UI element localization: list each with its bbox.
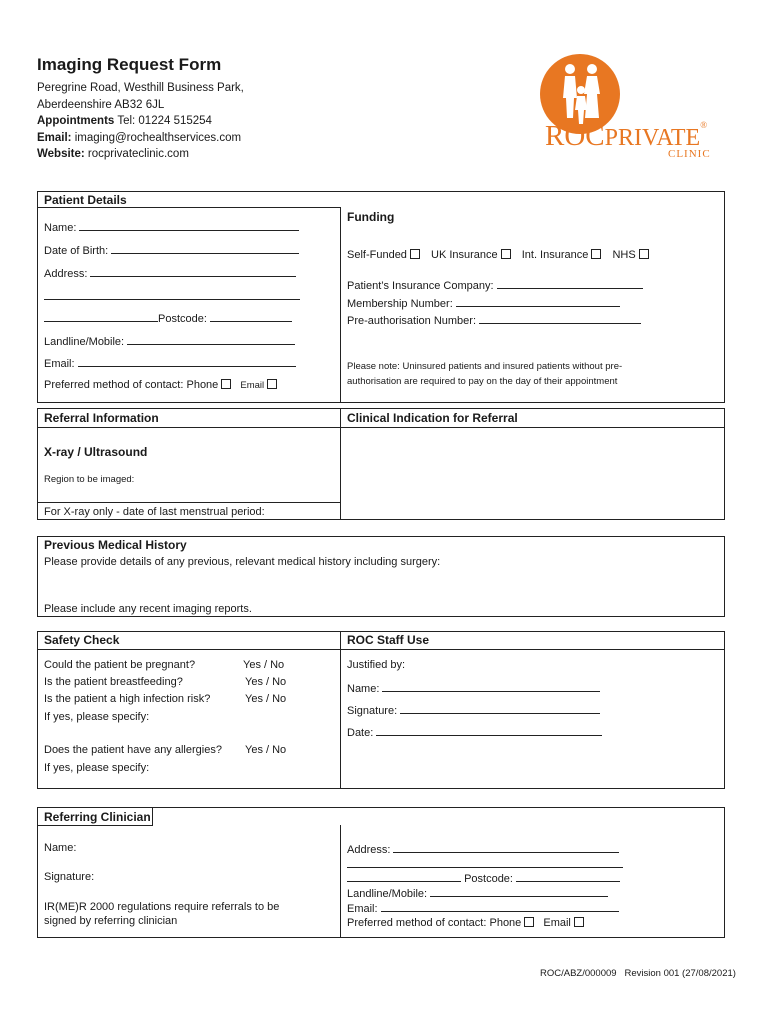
patient-dob-label: Date of Birth: (44, 245, 109, 257)
medical-history-heading: Previous Medical History (44, 538, 187, 552)
patient-contact-preference (44, 379, 277, 391)
appointments-phone: Tel: 01224 515254 (117, 115, 212, 127)
clinician-contact-label: Preferred method of contact: (347, 917, 487, 929)
funding-heading: Funding (347, 210, 395, 224)
allergies-question: Does the patient have any allergies? (44, 744, 222, 756)
patient-contact-email-checkbox[interactable] (267, 379, 277, 389)
patient-email-field[interactable] (44, 356, 296, 370)
pregnancy-yes-no[interactable]: Yes / No (243, 659, 285, 671)
pregnancy-question: Could the patient be pregnant? (44, 659, 196, 671)
self-funded-option[interactable] (347, 249, 420, 261)
breastfeeding-yes-no[interactable]: Yes / No (245, 676, 287, 688)
clinician-address-field[interactable] (347, 842, 619, 856)
email-line (37, 130, 244, 147)
clinician-name-label: Name: (44, 842, 77, 854)
clinician-contact-email-checkbox[interactable] (574, 917, 584, 927)
clinician-contact-email-label: Email (543, 917, 571, 929)
allergies-yes-no[interactable]: Yes / No (245, 744, 287, 756)
patient-landline-field[interactable] (44, 334, 295, 348)
email-label: Email: (37, 131, 72, 144)
patient-address-field[interactable] (44, 266, 296, 280)
clinician-address-line-2[interactable] (347, 857, 623, 871)
clinical-indication-heading: Clinical Indication for Referral (347, 411, 518, 425)
referring-clinician-heading: Referring Clinician (44, 810, 151, 824)
patient-address-label: Address: (44, 268, 88, 280)
clinician-landline-label: Landline/Mobile: (347, 888, 428, 900)
patient-name-field[interactable] (44, 220, 299, 234)
staff-name-label: Name: (347, 683, 380, 695)
staff-signature-field[interactable] (347, 703, 600, 717)
appointments-line (37, 113, 244, 130)
insurance-company-label: Patient’s Insurance Company: (347, 280, 494, 292)
roc-private-logo (540, 52, 715, 162)
funding-note-line-1: Please note: Uninsured patients and insured patients without pre- (347, 361, 623, 372)
patient-postcode-label: Postcode: (158, 313, 207, 325)
appointments-label: Appointments (37, 115, 115, 127)
revision-label: Revision 001 (27/08/2021) (624, 968, 736, 979)
logo-subtitle: CLINIC (668, 148, 711, 160)
insurance-company-field[interactable] (347, 278, 643, 292)
clinician-contact-phone-label: Phone (489, 917, 522, 929)
staff-date-label: Date: (347, 727, 374, 739)
irmer-note-line-1: IR(ME)R 2000 regulations require referrals to be (44, 901, 280, 913)
membership-number-field[interactable] (347, 296, 620, 310)
infection-risk-yes-no[interactable]: Yes / No (245, 693, 287, 705)
membership-number-label: Membership Number: (347, 298, 453, 310)
patient-landline-label: Landline/Mobile: (44, 336, 125, 348)
form-code: ROC/ABZ/000009 (540, 968, 617, 979)
clinician-contact-phone-option[interactable] (489, 917, 534, 929)
footer-revision (540, 968, 736, 979)
roc-staff-heading: ROC Staff Use (347, 633, 430, 647)
patient-contact-phone-checkbox[interactable] (221, 379, 231, 389)
int-insurance-checkbox[interactable] (591, 249, 601, 259)
clinician-postcode-field[interactable] (347, 871, 620, 885)
staff-signature-label: Signature: (347, 705, 398, 717)
clinician-address-label: Address: (347, 844, 391, 856)
staff-date-field[interactable] (347, 725, 602, 739)
self-funded-checkbox[interactable] (410, 249, 420, 259)
self-funded-label: Self-Funded (347, 249, 407, 261)
referral-info-heading: Referral Information (44, 411, 159, 425)
nhs-option[interactable] (612, 249, 648, 261)
clinician-email-field[interactable] (347, 901, 619, 915)
int-insurance-option[interactable] (522, 249, 602, 261)
funding-note-line-2: authorisation are required to pay on the day of their appointment (347, 376, 618, 387)
patient-postcode-field[interactable] (44, 311, 292, 325)
clinician-contact-email-option[interactable] (543, 917, 584, 929)
patient-dob-field[interactable] (44, 243, 299, 257)
funding-options (347, 249, 649, 261)
clinician-email-label: Email: (347, 903, 378, 915)
address-line-2: Aberdeenshire AB32 6JL (37, 98, 165, 111)
clinician-contact-phone-checkbox[interactable] (524, 917, 534, 927)
irmer-note-line-2: signed by referring clinician (44, 915, 178, 927)
uk-insurance-checkbox[interactable] (501, 249, 511, 259)
patient-name-label: Name: (44, 222, 77, 234)
modality-label: X-ray / Ultrasound (44, 445, 148, 459)
logo-brand: ROC (545, 120, 605, 152)
patient-contact-email-option[interactable] (240, 379, 277, 391)
preauth-number-field[interactable] (347, 313, 641, 327)
page-title: Imaging Request Form (37, 55, 222, 74)
email-link[interactable]: imaging@rochealthservices.com (74, 131, 242, 144)
clinician-signature-label: Signature: (44, 871, 95, 883)
safety-check-heading: Safety Check (44, 633, 120, 647)
clinician-landline-field[interactable] (347, 886, 608, 900)
nhs-checkbox[interactable] (639, 249, 649, 259)
page-header (37, 55, 244, 163)
patient-contact-phone-option[interactable] (186, 379, 231, 391)
logo-registered: ® (700, 120, 708, 130)
patient-address-line-2[interactable] (44, 289, 300, 303)
specify-label-1: If yes, please specify: (44, 711, 150, 723)
website-link[interactable]: rocprivateclinic.com (87, 148, 189, 160)
uk-insurance-label: UK Insurance (431, 249, 498, 261)
patient-contact-label: Preferred method of contact: (44, 379, 184, 391)
clinician-postcode-label: Postcode: (464, 873, 513, 885)
int-insurance-label: Int. Insurance (521, 249, 589, 261)
specify-label-2: If yes, please specify: (44, 762, 150, 774)
patient-email-label: Email: (44, 358, 75, 370)
justified-by-label: Justified by: (347, 659, 406, 671)
staff-name-field[interactable] (347, 681, 600, 695)
website-label: Website: (37, 148, 85, 160)
logo-brand-2: PRIVATE (604, 125, 701, 151)
breastfeeding-question: Is the patient breastfeeding? (44, 676, 183, 688)
website-line (37, 146, 244, 163)
patient-details-heading: Patient Details (44, 193, 127, 207)
medical-history-instruction: Please provide details of any previous, relevant medical history including surgery: (44, 556, 441, 568)
nhs-label: NHS (612, 249, 636, 261)
uk-insurance-option[interactable] (431, 249, 511, 261)
infection-risk-question: Is the patient a high infection risk? (44, 693, 211, 705)
region-label: Region to be imaged: (44, 474, 135, 485)
lmp-label: For X-ray only - date of last menstrual period: (44, 506, 265, 518)
preauth-number-label: Pre-authorisation Number: (347, 315, 477, 327)
imaging-reports-instruction: Please include any recent imaging reports. (44, 603, 252, 615)
patient-contact-email-label: Email (240, 380, 265, 391)
address-line-1: Peregrine Road, Westhill Business Park, (37, 82, 244, 94)
patient-contact-phone-label: Phone (186, 379, 219, 391)
clinician-contact-preference (347, 917, 584, 929)
